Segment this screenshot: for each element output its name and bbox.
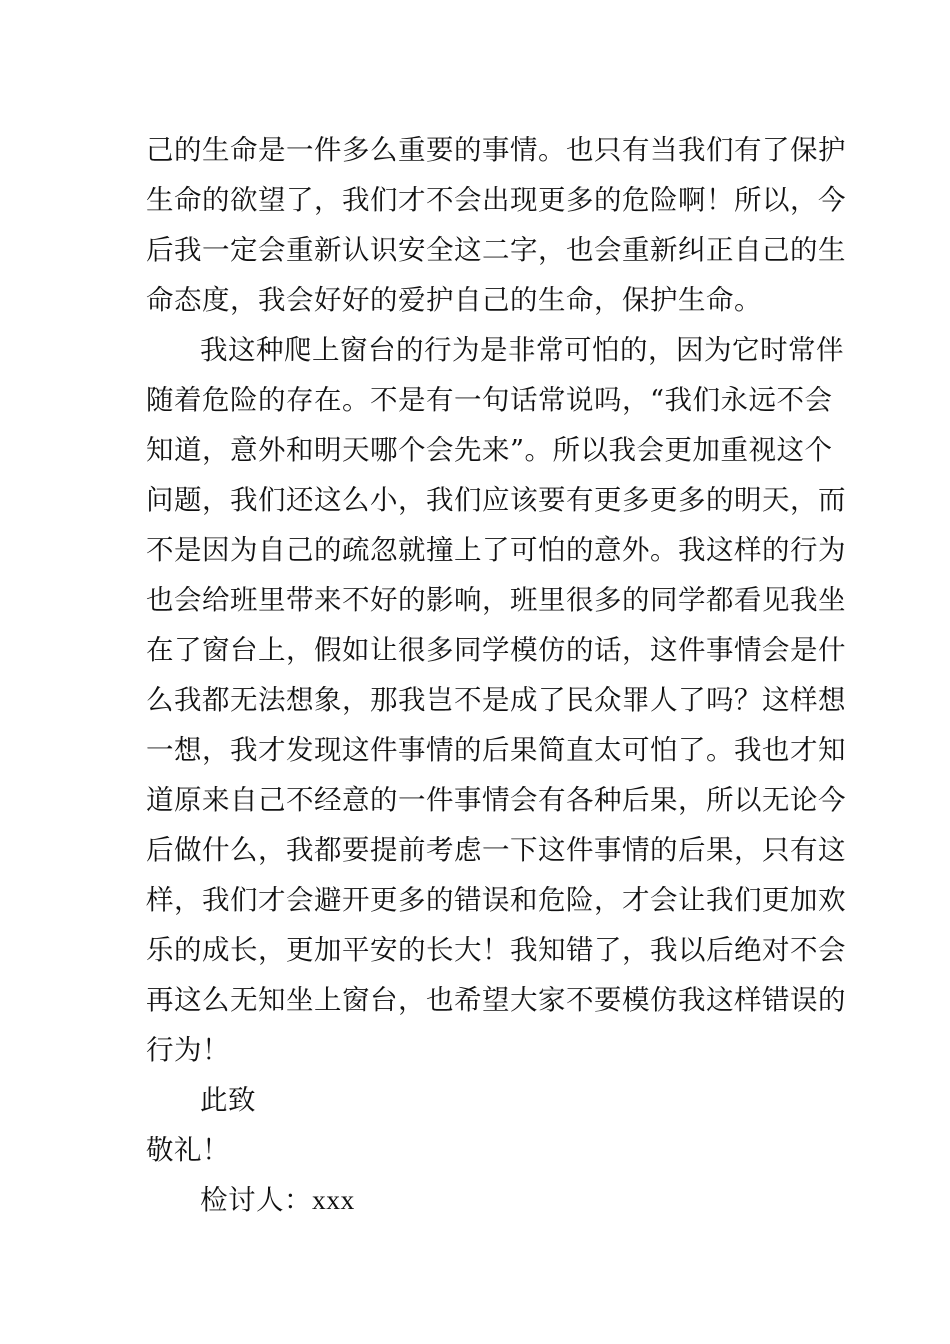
paragraph-2-line-10: 道原来自己不经意的一件事情会有各种后果，所以无论今 bbox=[146, 784, 846, 816]
paragraph-2-line-5: 不是因为自己的疏忽就撞上了可怕的意外。我这样的行为 bbox=[146, 534, 846, 566]
paragraph-1-line-3: 后我一定会重新认识安全这二字，也会重新纠正自己的生 bbox=[146, 234, 846, 266]
paragraph-2-line-15: 行为！ bbox=[146, 1034, 230, 1066]
paragraph-1-line-4: 命态度，我会好好的爱护自己的生命，保护生命。 bbox=[146, 284, 762, 316]
signature-label: 检讨人： bbox=[200, 1184, 312, 1216]
paragraph-2-line-1: 我这种爬上窗台的行为是非常可怕的，因为它时常伴 bbox=[200, 334, 844, 366]
paragraph-2-line-14: 再这么无知坐上窗台，也希望大家不要模仿我这样错误的 bbox=[146, 984, 846, 1016]
paragraph-2-line-13: 乐的成长，更加平安的长大！我知错了，我以后绝对不会 bbox=[146, 934, 846, 966]
paragraph-1-line-1: 己的生命是一件多么重要的事情。也只有当我们有了保护 bbox=[146, 134, 846, 166]
signature-line bbox=[200, 1180, 355, 1220]
closing-regards: 敬礼！ bbox=[146, 1134, 230, 1166]
signature-name: xxx bbox=[312, 1184, 355, 1215]
paragraph-2-line-2: 随着危险的存在。不是有一句话常说吗，“我们永远不会 bbox=[146, 384, 833, 416]
paragraph-1-line-2: 生命的欲望了，我们才不会出现更多的危险啊！所以，今 bbox=[146, 184, 846, 216]
paragraph-2-line-6: 也会给班里带来不好的影响，班里很多的同学都看见我坐 bbox=[146, 584, 846, 616]
paragraph-2-line-12: 样，我们才会避开更多的错误和危险，才会让我们更加欢 bbox=[146, 884, 846, 916]
closing-salutation: 此致 bbox=[200, 1084, 256, 1116]
paragraph-2-line-11: 后做什么，我都要提前考虑一下这件事情的后果，只有这 bbox=[146, 834, 846, 866]
paragraph-2-line-7: 在了窗台上，假如让很多同学模仿的话，这件事情会是什 bbox=[146, 634, 846, 666]
paragraph-2-line-9: 一想，我才发现这件事情的后果简直太可怕了。我也才知 bbox=[146, 734, 846, 766]
paragraph-2-line-8: 么我都无法想象，那我岂不是成了民众罪人了吗？这样想 bbox=[146, 684, 846, 716]
paragraph-2-line-3: 知道，意外和明天哪个会先来”。所以我会更加重视这个 bbox=[146, 434, 833, 466]
paragraph-2-line-4: 问题，我们还这么小，我们应该要有更多更多的明天，而 bbox=[146, 484, 846, 516]
